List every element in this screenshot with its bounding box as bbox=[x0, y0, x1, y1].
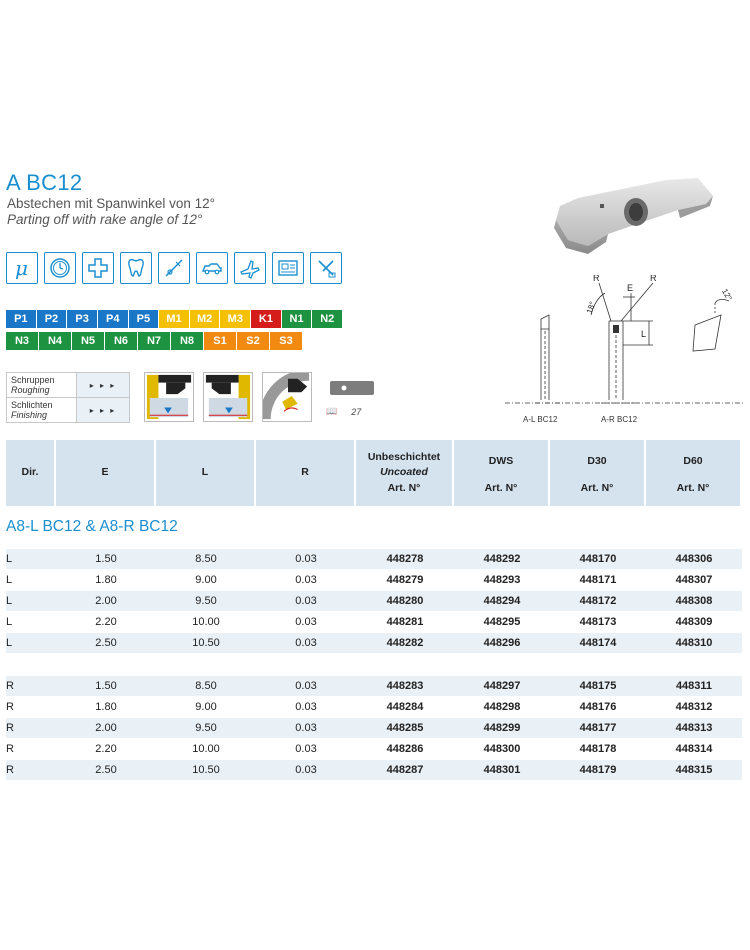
material-badge: N3 bbox=[6, 332, 38, 350]
cell-dws: 448298 bbox=[483, 701, 521, 713]
finishing-rating: ▸ ▸ ▸ bbox=[77, 398, 130, 423]
insert-shape-icon bbox=[328, 378, 376, 398]
cell-e: 2.00 bbox=[95, 722, 117, 734]
material-badge: N4 bbox=[39, 332, 71, 350]
tools-icon bbox=[310, 252, 342, 284]
cell-r: 0.03 bbox=[295, 616, 317, 628]
caption-right-view: A-R BC12 bbox=[601, 415, 638, 424]
label-e: E bbox=[627, 283, 634, 293]
cell-dir: L bbox=[6, 616, 13, 628]
cell-r: 0.03 bbox=[295, 553, 317, 565]
cell-r: 0.03 bbox=[295, 680, 317, 692]
material-badge: N8 bbox=[171, 332, 203, 350]
header-d30: D30 Art. N° bbox=[550, 440, 644, 506]
header-uncoated: Unbeschichtet Uncoated Art. N° bbox=[356, 440, 452, 506]
material-grades-row-2 bbox=[6, 332, 342, 350]
label-angle-18: 18° bbox=[584, 300, 598, 315]
table-header bbox=[6, 440, 742, 506]
label-angle-12: 12° bbox=[720, 287, 734, 303]
cell-dws: 448301 bbox=[483, 764, 521, 776]
cell-d30: 448173 bbox=[579, 616, 617, 628]
parting-right-operation-icon bbox=[203, 372, 253, 422]
cell-r: 0.03 bbox=[295, 764, 317, 776]
cell-d30: 448176 bbox=[579, 701, 617, 713]
table-row bbox=[6, 676, 742, 697]
material-grades-row-1 bbox=[6, 310, 342, 328]
page-reference bbox=[326, 406, 361, 417]
cell-r: 0.03 bbox=[295, 722, 317, 734]
cell-d30: 448170 bbox=[579, 553, 617, 565]
section-title: A8-L BC12 & A8-R BC12 bbox=[6, 518, 178, 535]
cell-dir: L bbox=[6, 595, 13, 607]
label-r-right: R bbox=[650, 275, 657, 283]
cell-d60: 448309 bbox=[675, 616, 713, 628]
cell-uncoated: 448279 bbox=[386, 574, 424, 586]
finishing-label: Schlichten Finishing bbox=[7, 398, 77, 423]
cell-l: 10.50 bbox=[192, 637, 220, 649]
cell-dir: L bbox=[6, 574, 13, 586]
svg-text:μ: μ bbox=[15, 256, 28, 280]
material-badge: S2 bbox=[237, 332, 269, 350]
grooving-operation-icon bbox=[262, 372, 312, 422]
cell-d60: 448307 bbox=[675, 574, 713, 586]
cell-uncoated: 448280 bbox=[386, 595, 424, 607]
cell-dws: 448293 bbox=[483, 574, 521, 586]
header-dws: DWS Art. N° bbox=[454, 440, 548, 506]
material-badge: M3 bbox=[220, 310, 250, 328]
cell-l: 10.00 bbox=[192, 616, 220, 628]
cell-dir: R bbox=[6, 743, 14, 755]
subtitle-german: Abstechen mit Spanwinkel von 12° bbox=[7, 196, 216, 211]
page-number: 27 bbox=[351, 406, 362, 417]
header-l: L bbox=[156, 440, 254, 506]
cell-d60: 448306 bbox=[675, 553, 713, 565]
cell-d30: 448178 bbox=[579, 743, 617, 755]
product-title: A BC12 bbox=[6, 170, 83, 195]
cell-d60: 448315 bbox=[675, 764, 713, 776]
cell-uncoated: 448283 bbox=[386, 680, 424, 692]
table-row bbox=[6, 549, 742, 570]
material-badge: N2 bbox=[312, 310, 342, 328]
cell-d30: 448179 bbox=[579, 764, 617, 776]
cell-dir: R bbox=[6, 764, 14, 776]
mu-icon bbox=[6, 252, 38, 284]
cell-dir: R bbox=[6, 701, 14, 713]
cell-d60: 448313 bbox=[675, 722, 713, 734]
cell-uncoated: 448287 bbox=[386, 764, 424, 776]
table-row bbox=[6, 612, 742, 633]
cell-e: 2.20 bbox=[95, 743, 117, 755]
table-row bbox=[6, 591, 742, 612]
cell-dir: R bbox=[6, 680, 14, 692]
cell-e: 2.50 bbox=[95, 637, 117, 649]
cell-l: 9.50 bbox=[195, 595, 217, 607]
material-badge: M1 bbox=[159, 310, 189, 328]
cell-d60: 448311 bbox=[675, 680, 713, 692]
cell-uncoated: 448285 bbox=[386, 722, 424, 734]
subtitle-english: Parting off with rake angle of 12° bbox=[7, 212, 203, 227]
cell-d60: 448314 bbox=[675, 743, 713, 755]
cell-r: 0.03 bbox=[295, 574, 317, 586]
tooth-icon bbox=[120, 252, 152, 284]
cell-uncoated: 448282 bbox=[386, 637, 424, 649]
material-badge: N6 bbox=[105, 332, 137, 350]
material-badge: P5 bbox=[129, 310, 159, 328]
header-d60: D60 Art. N° bbox=[646, 440, 740, 506]
material-badge: M2 bbox=[190, 310, 220, 328]
cell-dir: L bbox=[6, 553, 13, 565]
roughing-label: Schruppen Roughing bbox=[7, 373, 77, 398]
cell-e: 2.50 bbox=[95, 764, 117, 776]
cell-dws: 448295 bbox=[483, 616, 521, 628]
table-row bbox=[6, 570, 742, 591]
cell-d30: 448175 bbox=[579, 680, 617, 692]
insert-photo bbox=[548, 176, 718, 256]
cell-d60: 448312 bbox=[675, 701, 713, 713]
cell-d30: 448174 bbox=[579, 637, 617, 649]
cell-r: 0.03 bbox=[295, 701, 317, 713]
material-badge: N5 bbox=[72, 332, 104, 350]
airplane-icon bbox=[234, 252, 266, 284]
cell-e: 1.50 bbox=[95, 553, 117, 565]
cell-e: 1.80 bbox=[95, 701, 117, 713]
caption-left-view: A-L BC12 bbox=[523, 415, 558, 424]
header-dir: Dir. bbox=[6, 440, 54, 506]
table-group-right bbox=[6, 676, 742, 781]
cell-l: 10.50 bbox=[192, 764, 220, 776]
material-badge: P1 bbox=[6, 310, 36, 328]
cell-e: 2.00 bbox=[95, 595, 117, 607]
cell-dir: L bbox=[6, 637, 13, 649]
cell-dws: 448299 bbox=[483, 722, 521, 734]
technical-drawing bbox=[505, 275, 745, 435]
material-badge: S1 bbox=[204, 332, 236, 350]
cell-l: 9.00 bbox=[195, 701, 217, 713]
cell-l: 9.50 bbox=[195, 722, 217, 734]
cell-l: 9.00 bbox=[195, 574, 217, 586]
header-e: E bbox=[56, 440, 154, 506]
parting-left-operation-icon bbox=[144, 372, 194, 422]
cell-d60: 448310 bbox=[675, 637, 713, 649]
cell-e: 1.50 bbox=[95, 680, 117, 692]
table-row bbox=[6, 633, 742, 654]
cell-l: 8.50 bbox=[195, 553, 217, 565]
table-row bbox=[6, 739, 742, 760]
operation-rating-table bbox=[6, 372, 130, 423]
cell-l: 10.00 bbox=[192, 743, 220, 755]
cell-r: 0.03 bbox=[295, 637, 317, 649]
machine-icon bbox=[272, 252, 304, 284]
cell-e: 1.80 bbox=[95, 574, 117, 586]
cell-dws: 448296 bbox=[483, 637, 521, 649]
cell-uncoated: 448278 bbox=[386, 553, 424, 565]
material-badge: P2 bbox=[37, 310, 67, 328]
medical-cross-icon bbox=[82, 252, 114, 284]
cell-uncoated: 448284 bbox=[386, 701, 424, 713]
cell-r: 0.03 bbox=[295, 595, 317, 607]
cell-uncoated: 448286 bbox=[386, 743, 424, 755]
cell-uncoated: 448281 bbox=[386, 616, 424, 628]
table-group-left bbox=[6, 549, 742, 654]
material-badge: S3 bbox=[270, 332, 302, 350]
table-row bbox=[6, 760, 742, 781]
cell-r: 0.03 bbox=[295, 743, 317, 755]
table-row bbox=[6, 718, 742, 739]
material-badge: P4 bbox=[98, 310, 128, 328]
material-badge: N7 bbox=[138, 332, 170, 350]
header-r: R bbox=[256, 440, 354, 506]
material-badge: P3 bbox=[67, 310, 97, 328]
cell-dws: 448292 bbox=[483, 553, 521, 565]
roughing-rating: ▸ ▸ ▸ bbox=[77, 373, 130, 398]
cell-d30: 448172 bbox=[579, 595, 617, 607]
cell-d60: 448308 bbox=[675, 595, 713, 607]
label-r-left: R bbox=[593, 275, 600, 283]
cell-dws: 448294 bbox=[483, 595, 521, 607]
material-badge: K1 bbox=[251, 310, 281, 328]
cell-d30: 448171 bbox=[579, 574, 617, 586]
car-icon bbox=[196, 252, 228, 284]
cell-e: 2.20 bbox=[95, 616, 117, 628]
clock-icon bbox=[44, 252, 76, 284]
cutting-tool-icon bbox=[158, 252, 190, 284]
cell-dir: R bbox=[6, 722, 14, 734]
cell-dws: 448300 bbox=[483, 743, 521, 755]
cell-d30: 448177 bbox=[579, 722, 617, 734]
cell-dws: 448297 bbox=[483, 680, 521, 692]
table-row bbox=[6, 697, 742, 718]
application-icons bbox=[6, 252, 342, 284]
cell-l: 8.50 bbox=[195, 680, 217, 692]
book-icon: 📖 bbox=[326, 406, 338, 416]
label-l: L bbox=[641, 329, 647, 339]
material-badge: N1 bbox=[282, 310, 312, 328]
